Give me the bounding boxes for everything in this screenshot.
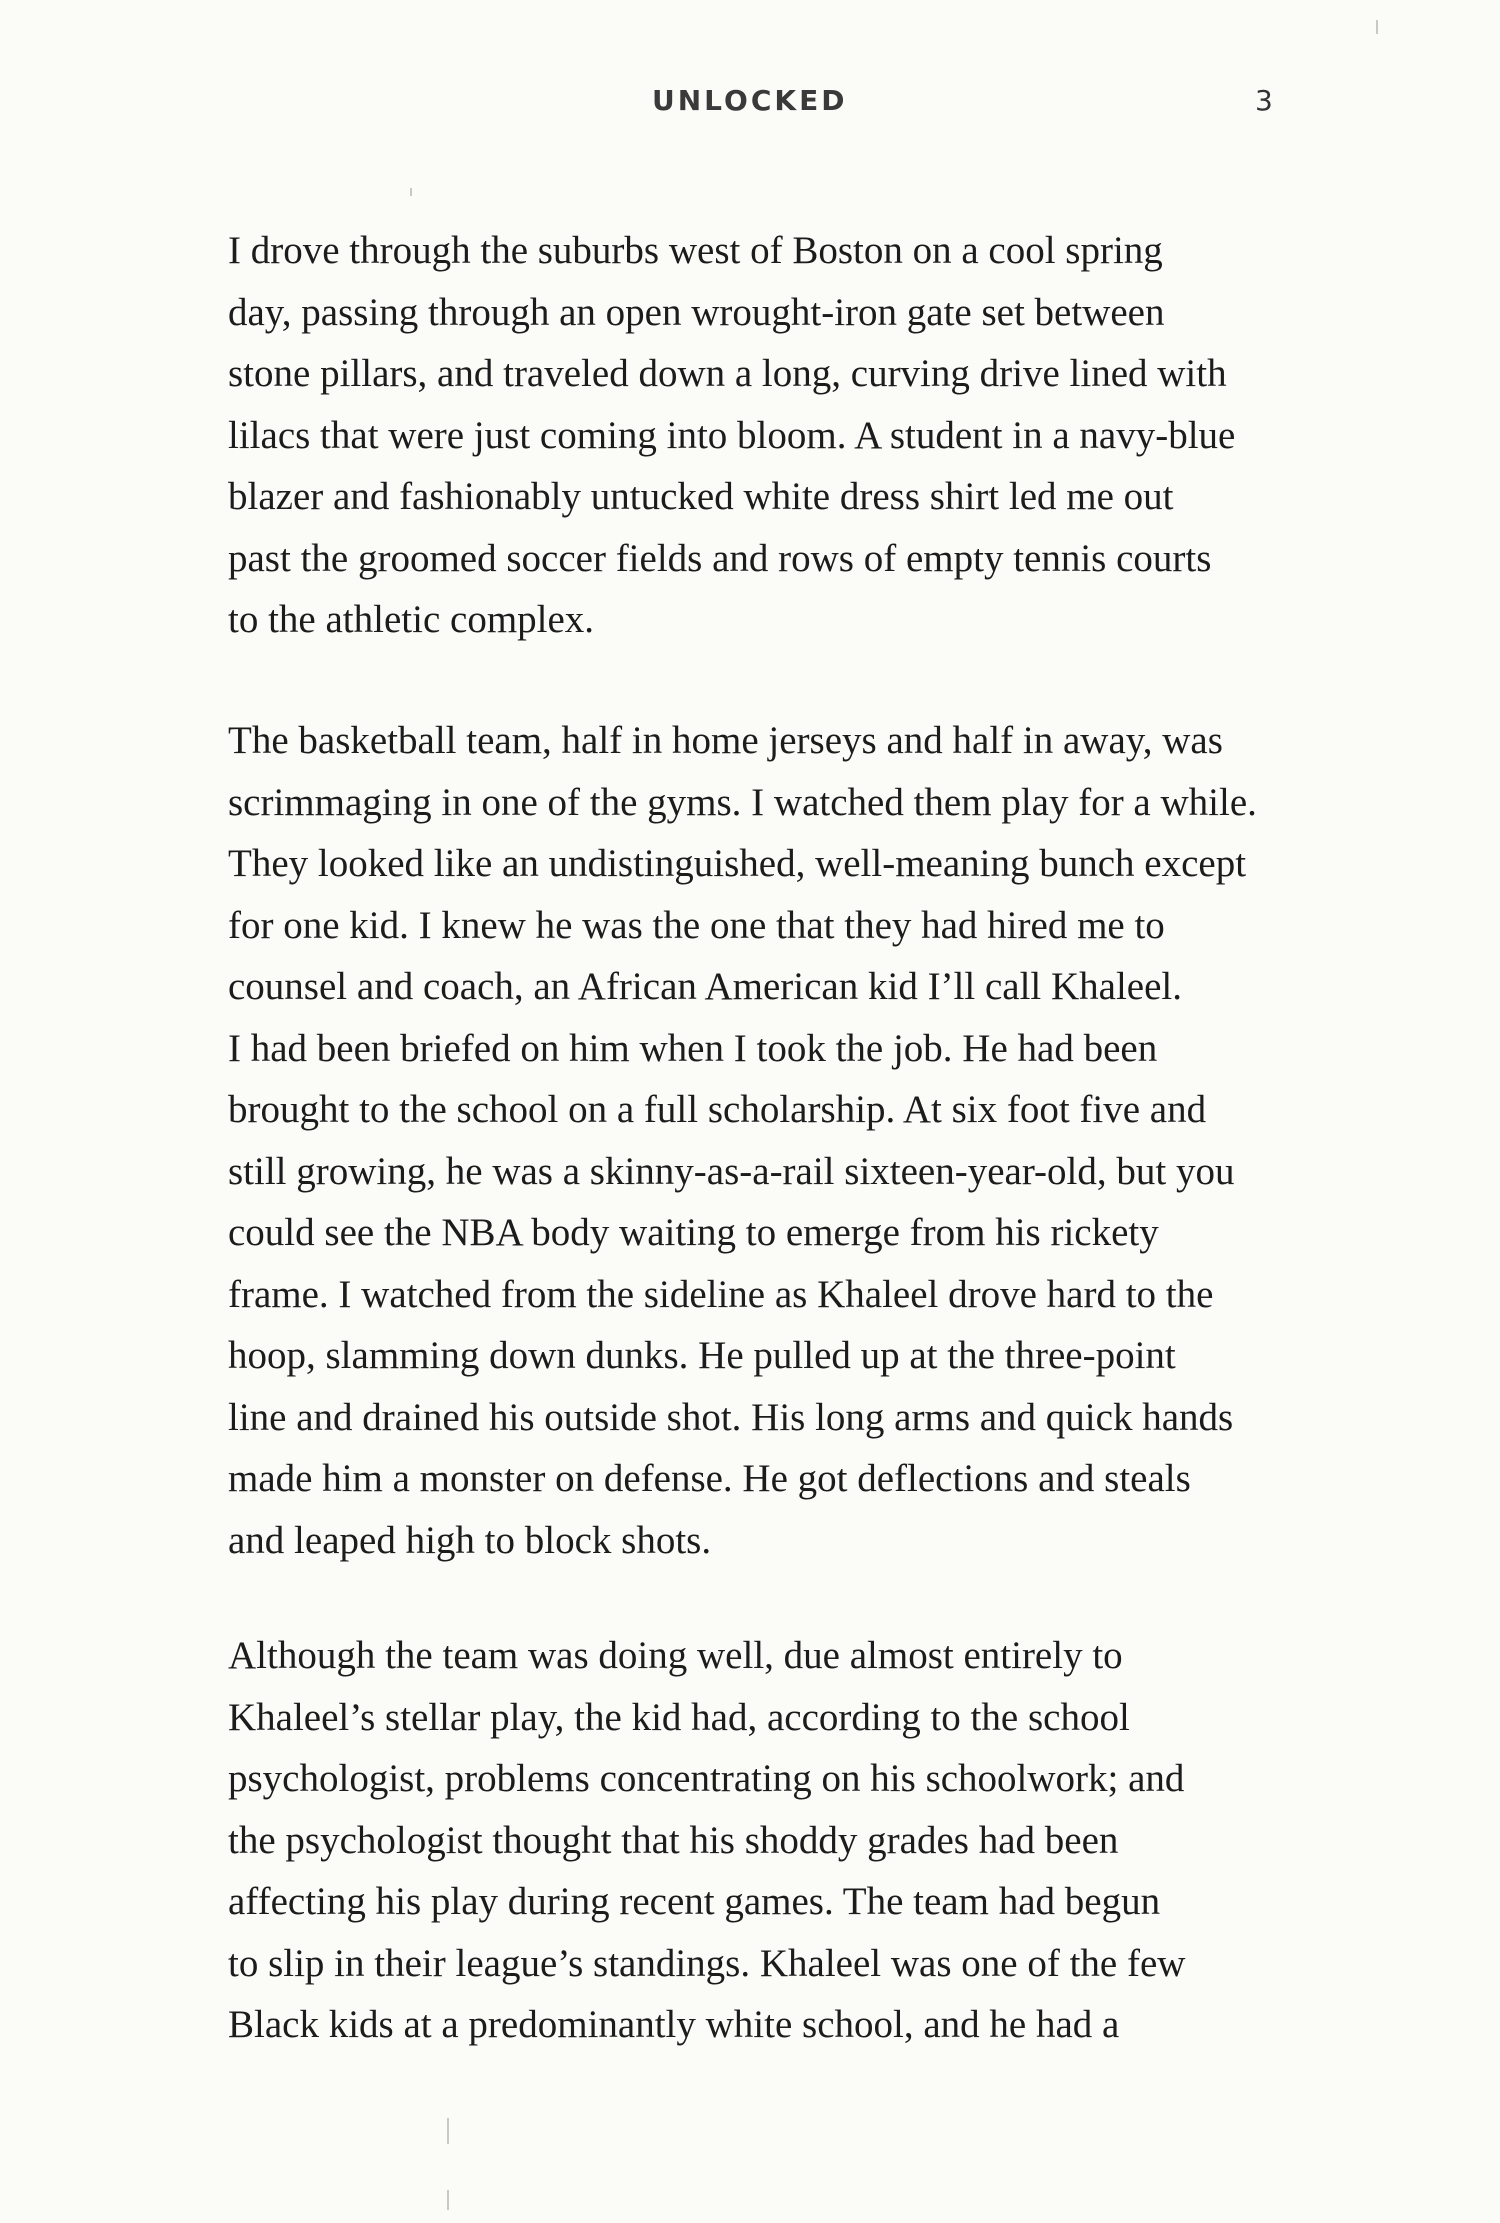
page-number: 3 [1255,84,1273,117]
running-head: UNLOCKED [652,84,848,117]
paragraph-2 [228,710,1288,1571]
text-line: Although the team was doing well, due almost entirely to [228,1634,1123,1677]
text-line: line and drained his outside shot. His long arms and quick hands [228,1395,1234,1439]
text-line: brought to the school on a full scholarship. At six foot five and [228,1088,1207,1131]
text-line: lilacs that were just coming into bloom. A student in a navy-blue [228,413,1236,457]
text-line: to slip in their league’s standings. Khaleel was one of the few [228,1941,1186,1985]
text-line: to the athletic complex. [228,598,595,641]
paragraph-1 [228,220,1288,651]
scan-speck [447,2190,449,2210]
text-line: counsel and coach, an African American kid I’ll call Khaleel. [228,965,1183,1008]
text-line: past the groomed soccer fields and rows of empty tennis courts [228,536,1212,580]
text-line: scrimmaging in one of the gyms. I watched them play for a while. [228,780,1257,824]
text-line: I had been briefed on him when I took the job. He had been [228,1026,1158,1070]
text-line: Khaleel’s stellar play, the kid had, according to the school [228,1695,1130,1739]
text-line: frame. I watched from the sideline as Khaleel drove hard to the [228,1272,1214,1316]
text-line: Black kids at a predominantly white school, and he had a [228,2003,1120,2046]
text-line: affecting his play during recent games. The team had begun [228,1880,1161,1923]
text-line: blazer and fashionably untucked white dress shirt led me out [228,475,1174,518]
paragraph-3 [228,1625,1288,2056]
text-line: for one kid. I knew he was the one that they had hired me to [228,903,1165,947]
text-line: the psychologist thought that his shoddy grades had been [228,1818,1119,1862]
scan-speck [410,188,412,196]
text-line: made him a monster on defense. He got deflections and steals [228,1457,1191,1500]
scan-speck [447,2118,449,2144]
text-line: They looked like an undistinguished, well-meaning bunch except [228,842,1247,885]
scan-speck [1376,20,1378,34]
text-line: could see the NBA body waiting to emerge from his rickety [228,1211,1159,1254]
text-line: stone pillars, and traveled down a long, curving drive lined with [228,352,1227,395]
text-line: The basketball team, half in home jerseys and half in away, was [228,719,1223,762]
text-line: and leaped high to block shots. [228,1518,712,1562]
text-line: hoop, slamming down dunks. He pulled up at the three-point [228,1334,1176,1377]
text-line: I drove through the suburbs west of Boston on a cool spring [228,229,1163,272]
text-line: still growing, he was a skinny-as-a-rail sixteen-year-old, but you [228,1149,1235,1193]
text-line: day, passing through an open wrought-iron gate set between [228,290,1165,334]
text-line: psychologist, problems concentrating on his schoolwork; and [228,1757,1185,1800]
